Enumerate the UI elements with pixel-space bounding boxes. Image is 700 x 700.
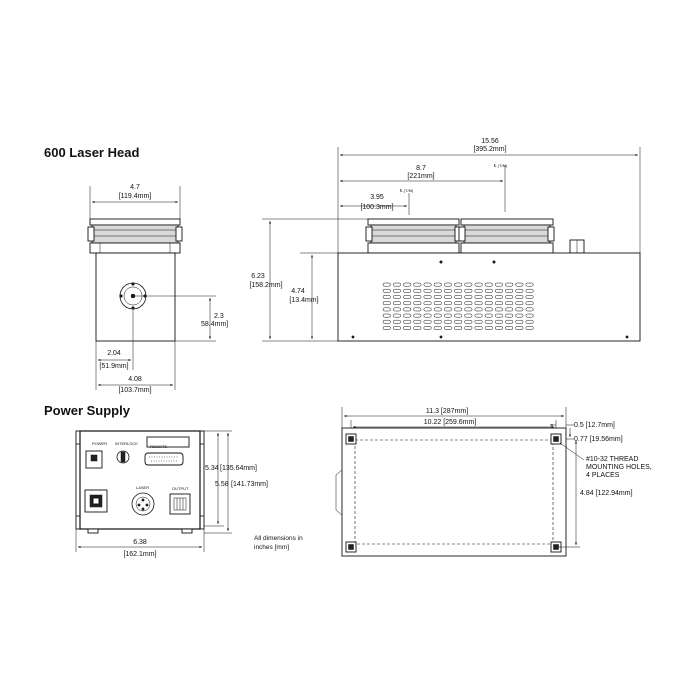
vent-slot — [485, 302, 493, 305]
vent-slot — [424, 326, 432, 329]
vent-slot — [505, 314, 513, 317]
vent-slot — [475, 320, 483, 323]
vent-slot — [383, 320, 391, 323]
vent-slot — [526, 326, 534, 329]
vent-slot — [393, 289, 401, 292]
vent-slot — [465, 308, 473, 311]
head-beam-offset: 2.04 — [107, 350, 121, 357]
vent-slot — [516, 326, 524, 329]
vent-slot — [434, 289, 442, 292]
vent-slot — [505, 326, 513, 329]
vent-slot — [475, 295, 483, 298]
head-front-width: 4.7 — [130, 184, 140, 191]
head-cl-label-1: ℄ (T/M) — [494, 163, 508, 168]
vent-slot — [393, 314, 401, 317]
vent-slot — [465, 314, 473, 317]
vent-slot — [454, 326, 462, 329]
ps-top-hole-note-1: #10-32 THREAD — [586, 456, 639, 463]
head-base-width: 4.08 — [128, 376, 142, 383]
vent-slot — [475, 326, 483, 329]
vent-slot — [383, 326, 391, 329]
power-supply-title: Power Supply — [44, 403, 130, 418]
vent-slot — [516, 289, 524, 292]
ps-label-remote: REMOTE — [150, 444, 168, 449]
vent-slot — [403, 283, 411, 286]
vent-slot — [505, 320, 513, 323]
vent-slot — [414, 326, 422, 329]
vent-slot — [516, 308, 524, 311]
vent-slot — [414, 314, 422, 317]
head-beam-offset-mm: [51.9mm] — [99, 363, 129, 370]
vent-slot — [403, 320, 411, 323]
laser-head-title: 600 Laser Head — [44, 145, 140, 160]
ps-height: 5.34 — [205, 465, 219, 472]
vent-slot — [516, 320, 524, 323]
vent-slot — [393, 295, 401, 298]
head-beam-height: 2.3 — [214, 313, 224, 320]
vent-slot — [485, 289, 493, 292]
vent-slot — [403, 289, 411, 292]
vent-slot — [485, 295, 493, 298]
vent-slot — [454, 289, 462, 292]
vent-slot — [475, 289, 483, 292]
vent-slot — [403, 308, 411, 311]
vent-slot — [383, 314, 391, 317]
vent-slot — [505, 308, 513, 311]
head-body-height: 4.74 — [291, 288, 305, 295]
power-supply-top-view — [336, 407, 652, 556]
vent-slot — [505, 295, 513, 298]
vent-slot — [516, 283, 524, 286]
ps-width-mm: [162.1mm] — [123, 551, 157, 558]
ps-height-mm: [135.64mm] — [220, 465, 257, 472]
vent-slot — [505, 283, 513, 286]
vent-slot — [516, 295, 524, 298]
vent-slot — [516, 302, 524, 305]
vent-slot — [403, 302, 411, 305]
vent-slot — [495, 295, 503, 298]
vent-slot — [444, 308, 452, 311]
vent-slot — [454, 320, 462, 323]
ps-label-output: OUTPUT — [172, 486, 189, 491]
head-total-height: 6.23 — [251, 273, 265, 280]
vent-slot — [495, 308, 503, 311]
vent-slot — [444, 326, 452, 329]
vent-slot — [424, 320, 432, 323]
vent-slot — [414, 289, 422, 292]
vent-slot — [403, 314, 411, 317]
vent-slot — [485, 314, 493, 317]
vent-slot — [465, 326, 473, 329]
vent-slot — [414, 295, 422, 298]
vent-slot — [403, 326, 411, 329]
vent-slot — [393, 320, 401, 323]
vent-slot — [454, 283, 462, 286]
vent-slot — [526, 320, 534, 323]
head-cl-label-2: ℄ (T/M) — [400, 188, 414, 193]
vent-slot — [434, 302, 442, 305]
units-note-line1: All dimensions in — [254, 535, 303, 542]
vent-slot — [526, 289, 534, 292]
head-base-width-mm: [103.7mm] — [118, 387, 152, 394]
vent-slot — [526, 308, 534, 311]
vent-slot — [383, 289, 391, 292]
vent-slot — [434, 283, 442, 286]
vent-slot — [526, 295, 534, 298]
vent-slot — [424, 302, 432, 305]
vent-slot — [383, 283, 391, 286]
vent-slot — [434, 320, 442, 323]
vent-slot — [454, 314, 462, 317]
vent-slot — [516, 314, 524, 317]
vent-slot — [495, 320, 503, 323]
vent-slot — [485, 320, 493, 323]
vent-slot — [454, 295, 462, 298]
laser-head-front-view — [88, 184, 228, 394]
vent-slot — [526, 314, 534, 317]
vent-slot — [414, 320, 422, 323]
head-length: 15.56 — [481, 138, 499, 145]
vent-slot — [526, 302, 534, 305]
power-supply-front-view — [76, 431, 268, 558]
vent-slot — [403, 295, 411, 298]
ps-top-edge-offset: 0.5 [12.7mm] — [574, 422, 615, 429]
ps-top-hole-note-2: MOUNTING HOLES, — [586, 464, 652, 471]
vent-slot — [424, 308, 432, 311]
head-cl-to-end: 8.7 — [416, 165, 426, 172]
vent-slot — [465, 320, 473, 323]
vent-slot — [444, 320, 452, 323]
vent-slot — [444, 314, 452, 317]
vent-slot — [495, 289, 503, 292]
head-total-height-mm: [158.2mm] — [249, 282, 283, 289]
ps-height2: 5.58 — [215, 481, 229, 488]
laser-head-side-view — [249, 138, 640, 341]
ps-width: 6.38 — [133, 539, 147, 546]
ps-height2-mm: [141.73mm] — [231, 481, 268, 488]
vent-slot — [383, 295, 391, 298]
ps-top-length: 11.3 [287mm] — [425, 408, 469, 415]
units-note-line2: inches [mm] — [254, 544, 290, 551]
head-cl-start-mm: [100.3mm] — [360, 204, 394, 211]
vent-slot — [475, 314, 483, 317]
vent-slot — [444, 289, 452, 292]
vent-slot — [495, 283, 503, 286]
vent-slot — [465, 283, 473, 286]
ps-label-laser: LASER — [136, 485, 150, 490]
head-body-height-mm: [13.4mm] — [289, 297, 319, 304]
head-cl-to-end-mm: [221mm] — [407, 173, 435, 180]
vent-slot — [383, 308, 391, 311]
vent-slot — [485, 283, 493, 286]
vent-slot — [414, 308, 422, 311]
vent-slot — [424, 295, 432, 298]
vent-slot — [393, 308, 401, 311]
vent-slot — [505, 302, 513, 305]
head-beam-height-mm: 58.4mm] — [201, 321, 229, 328]
vent-slot — [393, 302, 401, 305]
vent-slot — [475, 302, 483, 305]
ps-label-interlock: INTERLOCK — [115, 441, 138, 446]
vent-slot — [424, 314, 432, 317]
vent-slot — [454, 302, 462, 305]
vent-slot — [465, 302, 473, 305]
vent-slot — [444, 302, 452, 305]
vent-slot — [526, 283, 534, 286]
ps-label-power: POWER — [92, 441, 108, 446]
vent-slot — [414, 283, 422, 286]
vent-slot — [434, 314, 442, 317]
vent-slot — [424, 283, 432, 286]
vent-slot — [475, 283, 483, 286]
head-length-mm: [395.2mm] — [473, 146, 507, 153]
vent-slot — [393, 283, 401, 286]
vent-slot — [505, 289, 513, 292]
vent-slot — [424, 289, 432, 292]
vent-slot — [444, 283, 452, 286]
vent-slot — [434, 326, 442, 329]
vent-slot — [495, 302, 503, 305]
ps-top-hole-spacing: 10.22 [259.6mm] — [423, 419, 477, 426]
ps-top-hole-offset: 0.77 [19.56mm] — [574, 436, 623, 443]
vent-slot — [414, 302, 422, 305]
vent-slot — [465, 289, 473, 292]
vent-slot — [383, 302, 391, 305]
vent-slot — [444, 295, 452, 298]
vent-slot — [495, 326, 503, 329]
vent-slot — [393, 326, 401, 329]
vent-slot — [485, 326, 493, 329]
vent-slot — [475, 308, 483, 311]
vent-slot — [434, 308, 442, 311]
vent-slot — [495, 314, 503, 317]
head-cl-start: 3.95 — [370, 194, 384, 201]
ps-top-hole-note-3: 4 PLACES — [586, 472, 620, 479]
vent-slot — [434, 295, 442, 298]
head-front-width-mm: [119.4mm] — [118, 193, 152, 200]
vent-slot — [485, 308, 493, 311]
vent-slot — [454, 308, 462, 311]
ps-top-depth: 4.84 [122.94mm] — [580, 490, 633, 497]
vent-slot — [465, 295, 473, 298]
